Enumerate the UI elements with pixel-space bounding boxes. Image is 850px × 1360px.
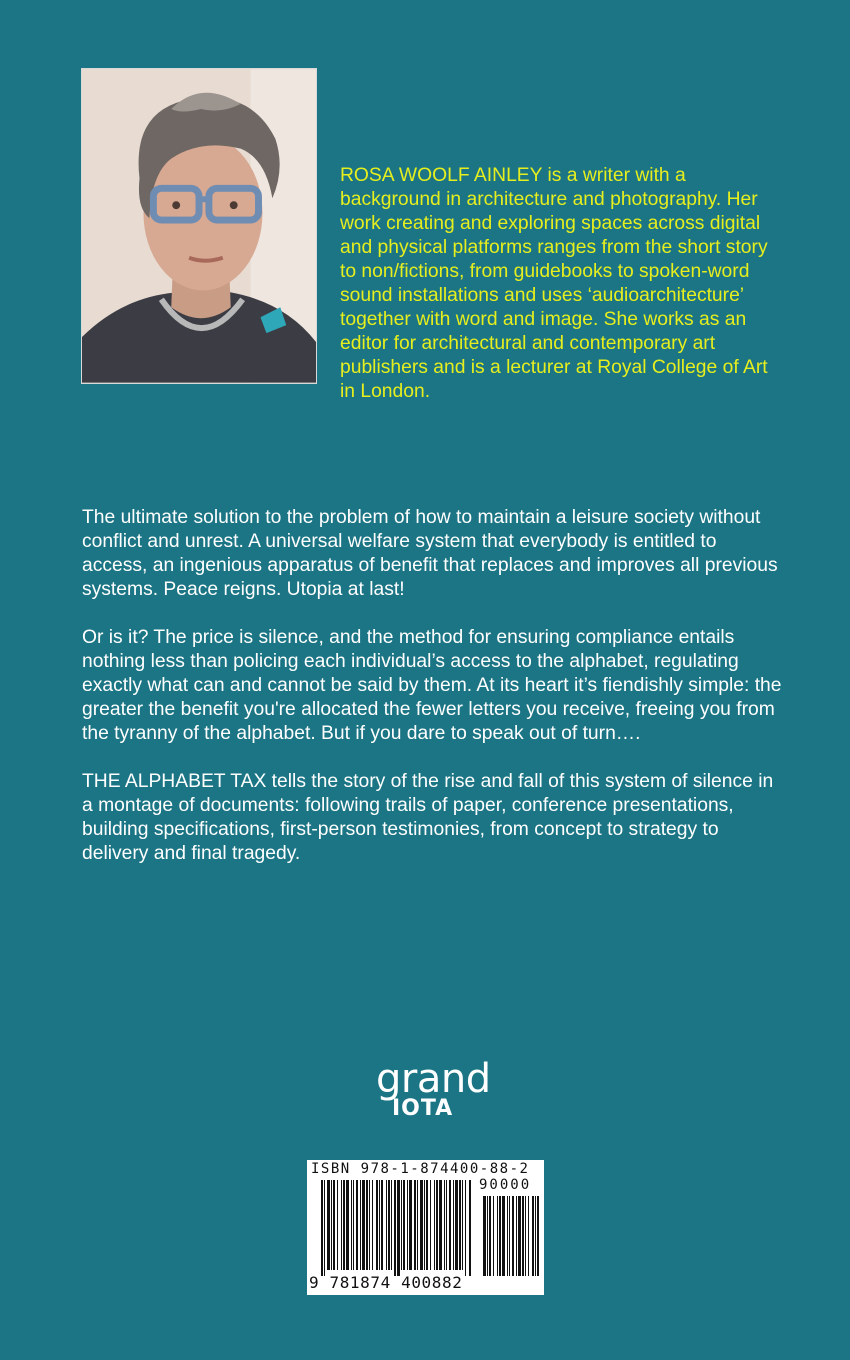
barcode-bar <box>426 1180 428 1270</box>
author-bio: ROSA WOOLF AINLEY is a writer with a background in architecture and photography. Her work creating and exploring spaces across digital and physical platforms ranges from the short story to non/fictions, from guidebooks to spoken-word sound installations and uses ‘audioarchitecture’ together with word and image. She works as an editor for architectural and contemporary art publishers and is a lecturer at Royal College of Art in London. <box>340 165 768 402</box>
barcode-bar <box>381 1180 383 1270</box>
barcode-bar <box>449 1180 451 1270</box>
publisher-logo <box>376 1056 491 1121</box>
barcode-bar <box>327 1180 330 1270</box>
barcode-bar <box>397 1180 400 1276</box>
barcode-addon-bar <box>509 1196 510 1276</box>
barcode-bar <box>444 1180 445 1270</box>
barcode-bar <box>391 1180 392 1270</box>
barcode-bar <box>379 1180 380 1270</box>
barcode-bar <box>439 1180 442 1270</box>
barcode-bar <box>434 1180 435 1270</box>
barcode-addon-bar <box>518 1196 521 1276</box>
barcode-bar <box>453 1180 454 1270</box>
barcode-bar <box>346 1180 349 1270</box>
barcode-addon-bar <box>535 1196 536 1276</box>
barcode-addon-number: 90000 <box>479 1177 532 1193</box>
barcode-bar <box>409 1180 412 1270</box>
publisher-logo-top: grand <box>376 1056 491 1102</box>
barcode-bar <box>430 1180 431 1270</box>
barcode-bar <box>369 1180 370 1270</box>
barcode-addon-bar <box>507 1196 508 1276</box>
author-portrait-image <box>82 69 316 383</box>
barcode-bar <box>401 1180 402 1270</box>
barcode-addon-bar <box>525 1196 526 1276</box>
barcode-bar <box>436 1180 438 1270</box>
barcode-bar <box>341 1180 342 1270</box>
barcode-addon-bar <box>487 1196 488 1276</box>
barcode-bar <box>407 1180 408 1270</box>
barcode-bar <box>337 1180 338 1270</box>
isbn-barcode <box>307 1160 544 1295</box>
barcode-bar <box>372 1180 373 1270</box>
barcode-bar <box>417 1180 418 1270</box>
barcode-bar <box>360 1180 361 1270</box>
barcode-bar <box>333 1180 335 1270</box>
barcode-bar <box>388 1180 390 1270</box>
barcode-addon-bar <box>537 1196 539 1276</box>
barcode-bar <box>446 1180 447 1270</box>
barcode-bar <box>420 1180 423 1270</box>
isbn-label: ISBN 978-1-874400-88-2 <box>311 1161 530 1177</box>
barcode-digits: 9 781874 400882 <box>309 1273 463 1292</box>
barcode-bar <box>366 1180 368 1270</box>
barcode-bar <box>321 1180 323 1276</box>
book-blurb <box>82 506 782 890</box>
barcode-addon-bar <box>528 1196 529 1276</box>
author-photo <box>81 68 317 384</box>
barcode-bar <box>469 1180 471 1276</box>
blurb-paragraph: The ultimate solution to the problem of how to maintain a leisure society without conflict and unrest. A universal welfare system that everybody is entitled to access, an ingenious apparatus of benefit that replaces and improves all previous systems. Peace reigns. Utopia at last! <box>82 507 778 600</box>
barcode-addon-bar <box>499 1196 501 1276</box>
barcode-bar <box>331 1180 332 1270</box>
barcode-bar <box>462 1180 463 1270</box>
barcode-addon-bar <box>493 1196 494 1276</box>
barcode-bar <box>324 1180 325 1276</box>
barcode-addon-bar <box>489 1196 491 1276</box>
publisher-logo-bottom: IOTA <box>392 1096 454 1121</box>
barcode-bar <box>353 1180 354 1270</box>
barcode-addon-bar <box>512 1196 514 1276</box>
barcode-bar <box>459 1180 461 1270</box>
barcode-addon-bar <box>532 1196 534 1276</box>
barcode-bar <box>455 1180 458 1270</box>
barcode-addon-bar <box>522 1196 524 1276</box>
barcode-bar <box>424 1180 425 1270</box>
barcode-bar <box>465 1180 466 1276</box>
blurb-paragraph: Or is it? The price is silence, and the method for ensuring compliance entails nothing less than policing each individual’s access to the alphabet, regulating exactly what can and cannot be said by them. At its heart it’s fiendishly simple: the greater the benefit you're allocated the fewer letters you receive, freeing you from the tyranny of the alphabet. But if you dare to speak out of turn…. <box>82 627 782 744</box>
barcode-addon-bar <box>483 1196 486 1276</box>
barcode-bar <box>414 1180 416 1270</box>
barcode-addon-bar <box>502 1196 505 1276</box>
barcode-bar <box>394 1180 396 1276</box>
barcode-bar <box>351 1180 352 1270</box>
barcode-addon-bar <box>516 1196 517 1276</box>
barcode-addon-bar <box>497 1196 498 1276</box>
barcode-bar <box>362 1180 365 1270</box>
barcode-bar <box>386 1180 387 1270</box>
barcode-bar <box>376 1180 378 1270</box>
barcode-bar <box>343 1180 345 1270</box>
barcode-bar <box>403 1180 405 1270</box>
blurb-paragraph: THE ALPHABET TAX tells the story of the rise and fall of this system of silence in a montage of documents: following trails of paper, conference presentations, building specifications, first-person testimonies, from concept to strategy to delivery and final tragedy. <box>82 771 774 864</box>
barcode-bar <box>356 1180 358 1270</box>
